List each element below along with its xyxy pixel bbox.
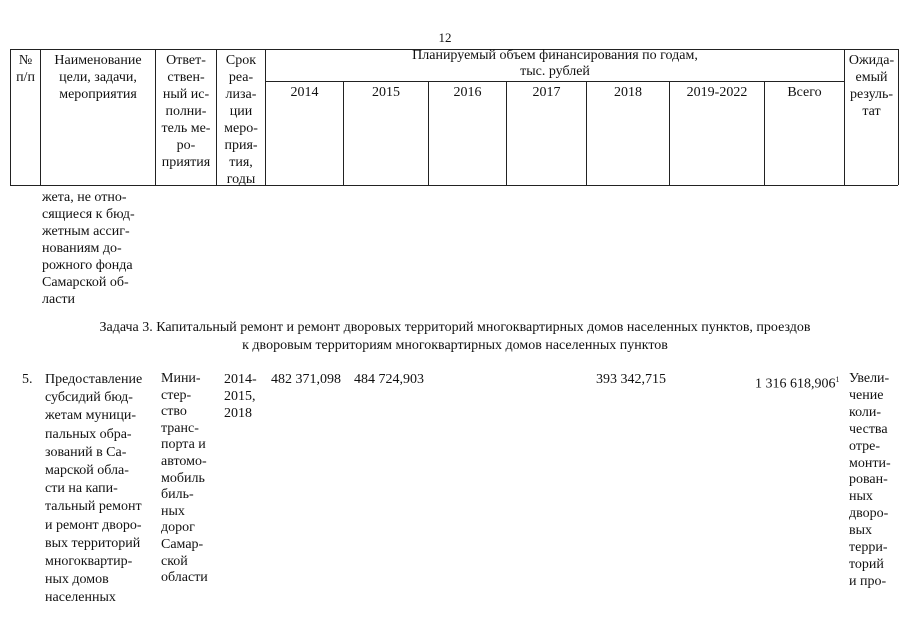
header-funding: Планируемый объем финансирования по годам, тыс. рублей bbox=[412, 48, 698, 79]
total-footnote-mark: 1 bbox=[835, 375, 840, 384]
header-year-2016: 2016 bbox=[453, 85, 482, 100]
header-responsible: Ответ- ствен- ный ис- полни- тель ме- ро- приятия bbox=[161, 53, 211, 170]
row-responsible: Мини- стер- ство транс- порта и автомо- мобиль биль- ных дорог Самар- ской области bbox=[161, 371, 208, 586]
continuation-text: жета, не отно- сящиеся к бюд- жетным ассиг- нованиям до- рожного фонда Самарской об- ласти bbox=[42, 190, 135, 307]
task-heading: Задача 3. Капитальный ремонт и ремонт дворовых территорий многоквартирных домов населенных пунктов, проездов к дворовым территориям многоквартирных домов населенных пунктов bbox=[99, 320, 811, 353]
funding-header-divider bbox=[265, 81, 844, 82]
header-year-2018: 2018 bbox=[614, 85, 642, 100]
row-result: Увели- чение коли- чества отре- монти- рован- ных дворо- вых терри- торий и про- bbox=[849, 371, 891, 589]
row-value-2014: 482 371,098 bbox=[271, 372, 341, 387]
row-value-2018: 393 342,715 bbox=[596, 372, 666, 387]
header-year-2014: 2014 bbox=[290, 85, 319, 100]
row-total-amount: 1 316 618,906 bbox=[755, 376, 836, 392]
row-name: Предоставление субсидий бюд- жетам муници- пальных обра- зований в Са- марской обла- сти на капи- тальный ремонт и ремонт дворо- вых территорий многоквартир- ных домов населенных bbox=[45, 372, 143, 606]
header-year-2015: 2015 bbox=[372, 85, 400, 100]
header-year-2017: 2017 bbox=[532, 85, 561, 100]
row-number: 5. bbox=[22, 372, 33, 387]
header-total: Всего bbox=[787, 85, 822, 100]
row-value-total bbox=[755, 371, 840, 394]
header-term: Срок реа- лиза- ции меро- прия- тия, годы bbox=[224, 53, 258, 187]
header-bottom-border bbox=[10, 185, 898, 186]
header-result: Ожида- емый резуль- тат bbox=[848, 53, 895, 119]
row-value-2015: 484 724,903 bbox=[354, 372, 424, 387]
col-border-12 bbox=[898, 49, 899, 185]
page-number: 12 bbox=[438, 30, 452, 45]
header-name: Наименование цели, задачи, мероприятия bbox=[54, 53, 142, 102]
header-num: № п/п bbox=[16, 53, 35, 85]
row-term: 2014- 2015, 2018 bbox=[224, 372, 257, 421]
header-year-2019-2022: 2019-2022 bbox=[686, 85, 748, 100]
